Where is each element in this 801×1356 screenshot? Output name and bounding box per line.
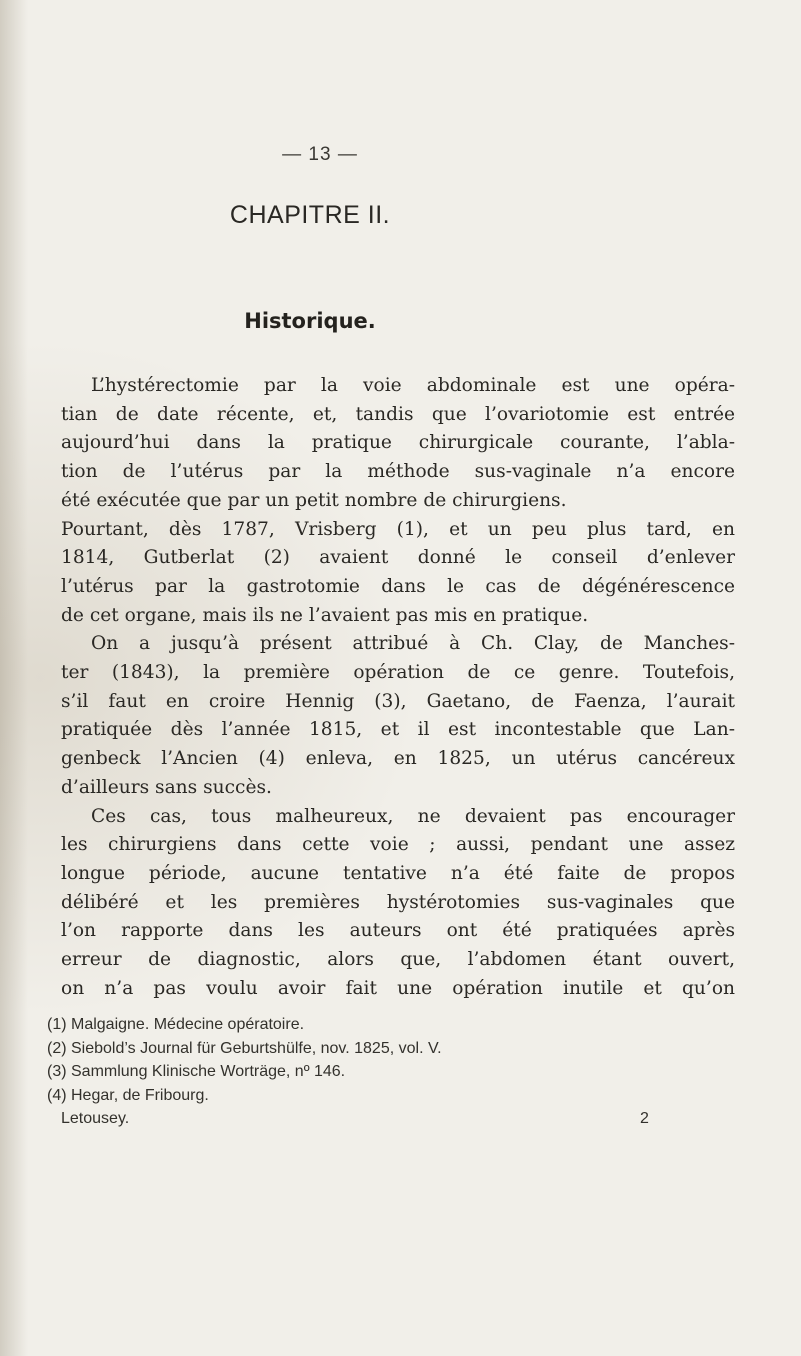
text-line: On a jusqu’à présent attribué à Ch. Clay, de Manches- <box>91 633 735 655</box>
footnote: (2) Siebold’s Journal für Geburtshülfe, nov. 1825, vol. V. <box>47 1039 442 1057</box>
chapter-heading: CHAPITRE II. <box>229 201 391 229</box>
text-line: l’on rapporte dans les auteurs ont été pratiquées après <box>61 920 735 942</box>
text-line: d’ailleurs sans succès. <box>61 776 272 798</box>
sheet-mark: 2 <box>640 1110 649 1127</box>
text-line: on n’a pas voulu avoir fait une opération inutile et qu’on <box>61 977 735 999</box>
text-line: longue période, aucune tentative n’a été faite de propos <box>61 862 735 884</box>
text-line: ter (1843), la première opération de ce genre. Toutefois, <box>61 662 735 684</box>
text-line: tion de l’utérus par la méthode sus-vaginale n’a encore <box>61 461 735 483</box>
section-title: Historique. <box>244 309 376 333</box>
signature-author: Letousey. <box>61 1110 130 1127</box>
text-line: Pourtant, dès 1787, Vrisberg (1), et un peu plus tard, en <box>61 518 735 540</box>
text-line: été exécutée que par un petit nombre de chirurgiens. <box>61 489 567 511</box>
page-number: — 13 — <box>282 144 358 165</box>
text-line: les chirurgiens dans cette voie ; aussi, pendant une assez <box>61 834 735 856</box>
footnotes <box>47 1013 747 1131</box>
text-line: erreur de diagnostic, alors que, l’abdomen étant ouvert, <box>61 949 735 971</box>
printer-signature-row <box>47 1107 747 1131</box>
footnote: (1) Malgaigne. Médecine opératoire. <box>47 1016 305 1033</box>
text-line: Ces cas, tous malheureux, ne devaient pas encourager <box>91 805 735 827</box>
text-line: aujourd’hui dans la pratique chirurgicale courante, l’abla- <box>61 432 735 454</box>
text-line: l’utérus par la gastrotomie dans le cas de dégénérescence <box>61 575 735 597</box>
text-line: pratiquée dès l’année 1815, et il est incontestable que Lan- <box>61 719 735 741</box>
footnote: (4) Hegar, de Fribourg. <box>47 1086 209 1104</box>
body-text <box>61 372 735 1003</box>
text-line: tian de date récente, et, tandis que l’ovariotomie est entrée <box>61 403 735 425</box>
text-line: L’hystérectomie par la voie abdominale est une opéra- <box>91 375 735 396</box>
text-line: de cet organe, mais ils ne l’avaient pas mis en pratique. <box>61 604 589 626</box>
text-line: 1814, Gutberlat (2) avaient donné le conseil d’enlever <box>61 547 735 569</box>
text-line: genbeck l’Ancien (4) enleva, en 1825, un utérus cancéreux <box>61 748 735 770</box>
footnote: (3) Sammlung Klinische Worträge, nº 146. <box>47 1063 346 1080</box>
text-line: s’il faut en croire Hennig (3), Gaetano, de Faenza, l’aurait <box>61 690 735 712</box>
text-line: délibéré et les premières hystérotomies sus-vaginales que <box>61 891 735 913</box>
